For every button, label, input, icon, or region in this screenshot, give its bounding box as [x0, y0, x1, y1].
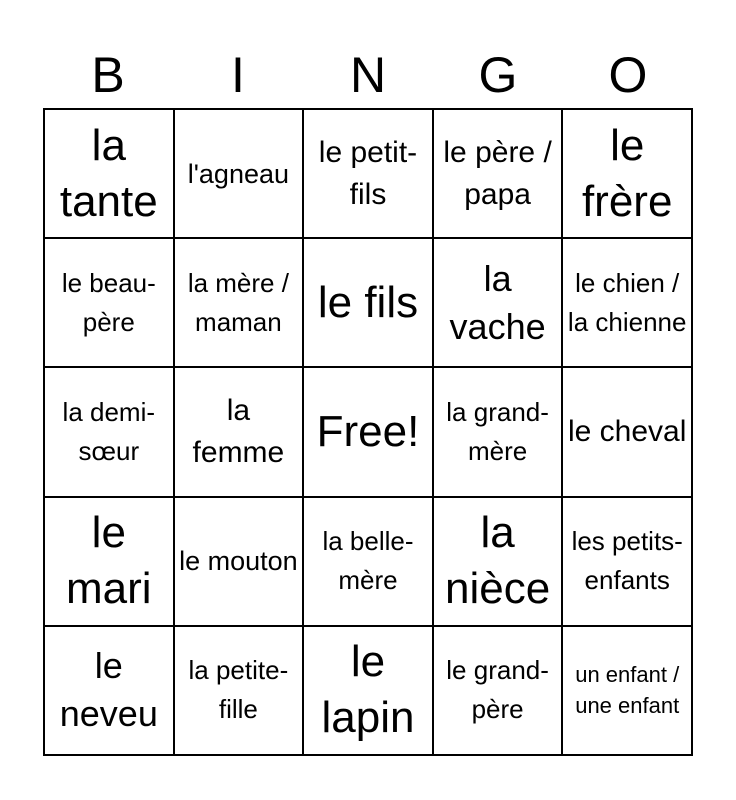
cell-label: le père / papa — [443, 135, 552, 211]
bingo-cell-r2c1[interactable] — [44, 238, 174, 367]
cell-label: la nièce — [445, 508, 551, 614]
bingo-cell-r5c4[interactable] — [433, 626, 563, 755]
bingo-cell-r3c1[interactable] — [44, 367, 174, 496]
bingo-cell-r2c5[interactable] — [562, 238, 692, 367]
bingo-cell-r5c2[interactable] — [174, 626, 304, 755]
cell-label: les petits-enfants — [571, 526, 683, 596]
bingo-cell-r5c3[interactable] — [303, 626, 433, 755]
cell-label: le petit-fils — [318, 135, 418, 211]
bingo-cell-r3c5[interactable] — [562, 367, 692, 496]
cell-label: la tante — [59, 120, 158, 226]
cell-label: la grand-mère — [446, 396, 549, 466]
cell-label: le beau-père — [61, 267, 156, 337]
cell-label: le frère — [581, 120, 673, 226]
header-letter-g: G — [478, 47, 518, 103]
cell-label: le fils — [317, 277, 419, 327]
bingo-cell-r4c1[interactable] — [44, 497, 174, 626]
cell-label: le mari — [66, 508, 152, 614]
bingo-cell-r1c4[interactable] — [433, 109, 563, 238]
cell-label: la belle-mère — [322, 526, 414, 596]
bingo-cell-r2c3[interactable] — [303, 238, 433, 367]
bingo-cell-r1c1[interactable] — [44, 109, 174, 238]
bingo-cell-r4c4[interactable] — [433, 497, 563, 626]
bingo-cell-r2c4[interactable] — [433, 238, 563, 367]
cell-label: Free! — [316, 406, 420, 456]
cell-label: la petite-fille — [188, 655, 289, 725]
cell-label: la vache — [449, 257, 546, 347]
bingo-cell-r5c1[interactable] — [44, 626, 174, 755]
cell-label: le chien / la chienne — [567, 267, 687, 337]
cell-label: le lapin — [321, 637, 415, 743]
bingo-cell-r4c5[interactable] — [562, 497, 692, 626]
bingo-cell-r4c3[interactable] — [303, 497, 433, 626]
bingo-card-grid — [43, 108, 693, 756]
bingo-cell-r1c3[interactable] — [303, 109, 433, 238]
bingo-cell-r3c2[interactable] — [174, 367, 304, 496]
cell-label: le grand-père — [446, 655, 549, 725]
header-letter-n: N — [349, 47, 387, 103]
cell-label: la demi-sœur — [62, 396, 156, 466]
header-letter-o: O — [608, 47, 648, 103]
bingo-cell-r3c3[interactable] — [303, 367, 433, 496]
bingo-cell-r5c5[interactable] — [562, 626, 692, 755]
bingo-cell-r4c2[interactable] — [174, 497, 304, 626]
bingo-cell-r1c5[interactable] — [562, 109, 692, 238]
bingo-cell-r2c2[interactable] — [174, 238, 304, 367]
header-letter-b: B — [91, 47, 125, 103]
cell-label: la mère / maman — [187, 267, 289, 337]
header-letter-i: I — [231, 47, 245, 103]
cell-label: la femme — [192, 393, 285, 469]
cell-label: l'agneau — [187, 158, 290, 189]
cell-label: le mouton — [179, 546, 298, 577]
cell-label: le cheval — [567, 414, 687, 448]
cell-label: le neveu — [59, 645, 158, 735]
bingo-header — [43, 40, 693, 110]
bingo-cell-r1c2[interactable] — [174, 109, 304, 238]
cell-label: un enfant / une enfant — [575, 662, 680, 719]
bingo-cell-r3c4[interactable] — [433, 367, 563, 496]
